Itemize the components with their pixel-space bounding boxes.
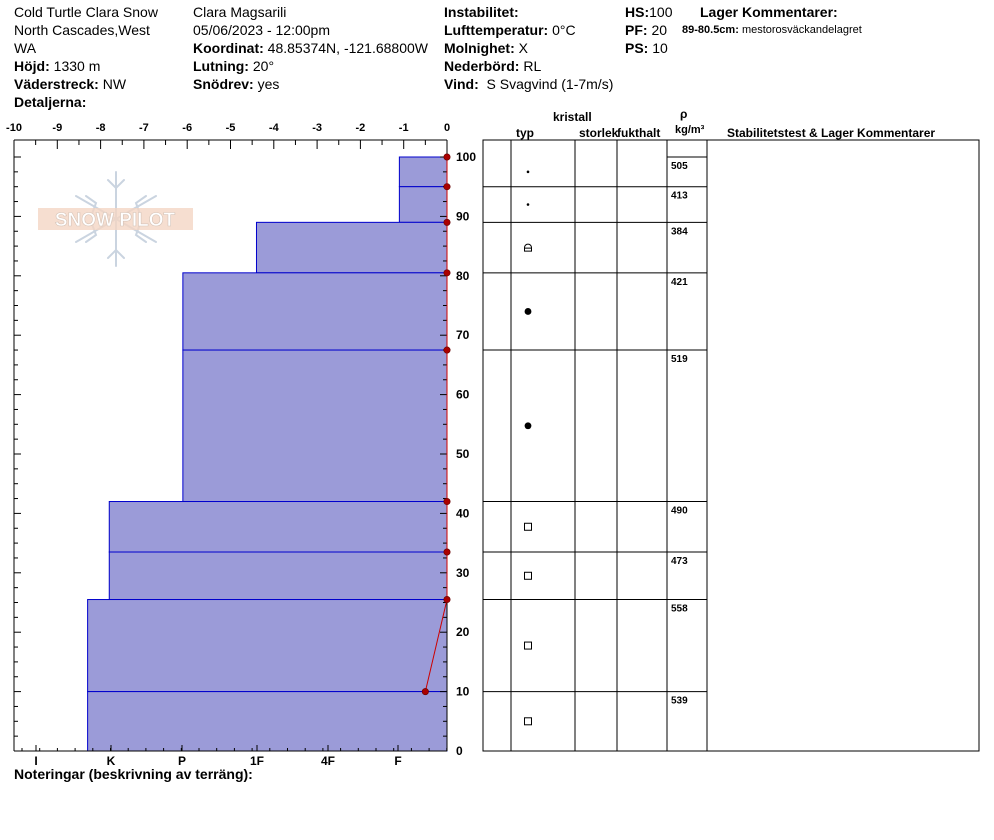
grain-symbol-small-dot (527, 203, 530, 206)
elevation-label: Höjd: (14, 58, 50, 74)
grain-symbol-faceted (525, 718, 532, 725)
elevation-value: 1330 m (53, 58, 101, 74)
hardness-bar-5 (109, 502, 447, 552)
airtemp-value: 0°C (552, 22, 576, 38)
temperature-point (444, 154, 450, 160)
notes-label: Noteringar (beskrivning av terräng): (14, 766, 253, 782)
coord-value: 48.85374N, -121.68800W (267, 40, 428, 56)
layer-comment-range: 89-80.5cm: (682, 24, 739, 36)
temperature-point (444, 596, 450, 602)
slope-label: Lutning: (193, 58, 249, 74)
height-tick-label: 40 (456, 506, 470, 521)
height-tick-label: 70 (456, 328, 470, 343)
snowpilot-logo (38, 172, 193, 266)
hardness-label: K (106, 754, 116, 768)
temp-tick-label: -9 (52, 122, 63, 134)
height-tick-label: 60 (456, 387, 470, 402)
grain-symbol-small-dot (527, 171, 530, 174)
ps-value: 10 (652, 40, 668, 56)
temp-tick-label: -5 (225, 122, 236, 134)
crystal-header: kristall (553, 110, 592, 124)
temp-tick-label: -10 (6, 122, 22, 134)
size-header: storlek (579, 126, 619, 140)
aspect-label: Väderstreck: (14, 76, 99, 92)
stability-label: Instabilitet: (444, 4, 519, 20)
temperature-point (444, 549, 450, 555)
density-value: 558 (671, 603, 688, 615)
grain-symbol-faceted (525, 572, 532, 579)
height-tick-label: 10 (456, 684, 470, 699)
hardness-label: P (177, 754, 187, 768)
aspect-value: NW (102, 76, 127, 92)
grain-symbol-faceted (525, 523, 532, 530)
temperature-point (422, 688, 428, 694)
temperature-point (444, 347, 450, 353)
density-value: 384 (671, 226, 688, 238)
temp-tick-label: -6 (182, 122, 193, 134)
grain-symbol-faceted (525, 642, 532, 649)
height-tick-label: 90 (456, 209, 470, 224)
hardness-label: 1F (249, 754, 265, 768)
layer-comments-label: Lager Kommentarer: (700, 4, 838, 20)
density-value: 519 (671, 354, 688, 366)
site-state: WA (14, 40, 37, 56)
hardness-label: 4F (320, 754, 336, 768)
site-name: Cold Turtle Clara Snow (14, 4, 158, 20)
temperature-point (444, 270, 450, 276)
grain-symbol-rounded (525, 422, 532, 429)
cloud-value: X (518, 40, 528, 56)
height-tick-label: 0 (456, 744, 463, 758)
airtemp-label: Lufttemperatur: (444, 22, 549, 38)
wind-value: S Svagvind (1-7m/s) (486, 76, 614, 92)
hs-value: 100 (649, 4, 673, 20)
density-symbol: ρ (680, 107, 688, 121)
hardness-bar-2 (256, 222, 447, 272)
details-label: Detaljerna: (14, 94, 87, 110)
hs-label: HS: (625, 4, 650, 20)
height-tick-label: 100 (456, 150, 477, 164)
type-header: typ (516, 126, 534, 140)
layer-comment-text: mestorosväckandelagret (741, 24, 862, 36)
moisture-header: fukthalt (617, 126, 661, 140)
observer: Clara Magsarili (193, 4, 287, 20)
ps-label: PS: (625, 40, 649, 56)
hardness-label: I (34, 754, 38, 768)
temp-tick-label: -1 (398, 122, 409, 134)
hardness-bar-7 (88, 600, 447, 692)
grain-symbol-rounded (525, 308, 532, 315)
pf-value: 20 (651, 22, 668, 38)
hardness-bar-8 (88, 692, 447, 751)
temperature-point (444, 184, 450, 190)
hardness-bar-4 (183, 350, 447, 501)
hardness-label: F (394, 754, 402, 768)
layer-table-frame (483, 140, 979, 751)
density-value: 421 (671, 276, 688, 288)
hardness-bar-0 (399, 157, 447, 187)
temp-tick-label: -4 (268, 122, 279, 134)
drift-label: Snödrev: (193, 76, 254, 92)
temp-tick-label: -7 (139, 122, 149, 134)
density-value: 505 (671, 161, 688, 172)
slope-value: 20° (252, 58, 275, 74)
coord-label: Koordinat: (193, 40, 264, 56)
site-region: North Cascades,West (14, 22, 150, 38)
temperature-point (444, 219, 450, 225)
hardness-bar-1 (399, 187, 447, 223)
hardness-bar-3 (183, 273, 447, 350)
density-value: 413 (671, 190, 688, 202)
height-tick-label: 30 (456, 565, 470, 580)
cloud-label: Molnighet: (444, 40, 515, 56)
height-tick-label: 50 (456, 447, 470, 461)
temp-tick-label: -2 (355, 122, 366, 134)
stability-header: Stabilitetstest & Lager Kommentarer (727, 126, 936, 140)
wind-label: Vind: (444, 76, 479, 92)
height-tick-label: 80 (456, 268, 470, 283)
pf-label: PF: (625, 22, 648, 38)
density-unit: kg/m³ (675, 124, 705, 136)
temp-tick-label: -3 (312, 122, 322, 134)
grain-symbol-faceted-rounded (525, 244, 532, 251)
temperature-point (444, 498, 450, 504)
height-tick-label: 20 (456, 625, 470, 640)
datetime: 05/06/2023 - 12:00pm (193, 22, 330, 38)
temp-tick-label: 0 (443, 122, 451, 134)
logo-text: SNOW PILOT (54, 210, 176, 231)
density-value: 490 (671, 505, 688, 517)
precip-value: RL (523, 58, 542, 74)
density-value: 473 (671, 556, 688, 568)
drift-value: yes (257, 76, 280, 92)
precip-label: Nederbörd: (444, 58, 520, 74)
temp-tick-label: -8 (95, 122, 106, 134)
density-value: 539 (671, 695, 688, 707)
hardness-bar-6 (109, 552, 447, 600)
